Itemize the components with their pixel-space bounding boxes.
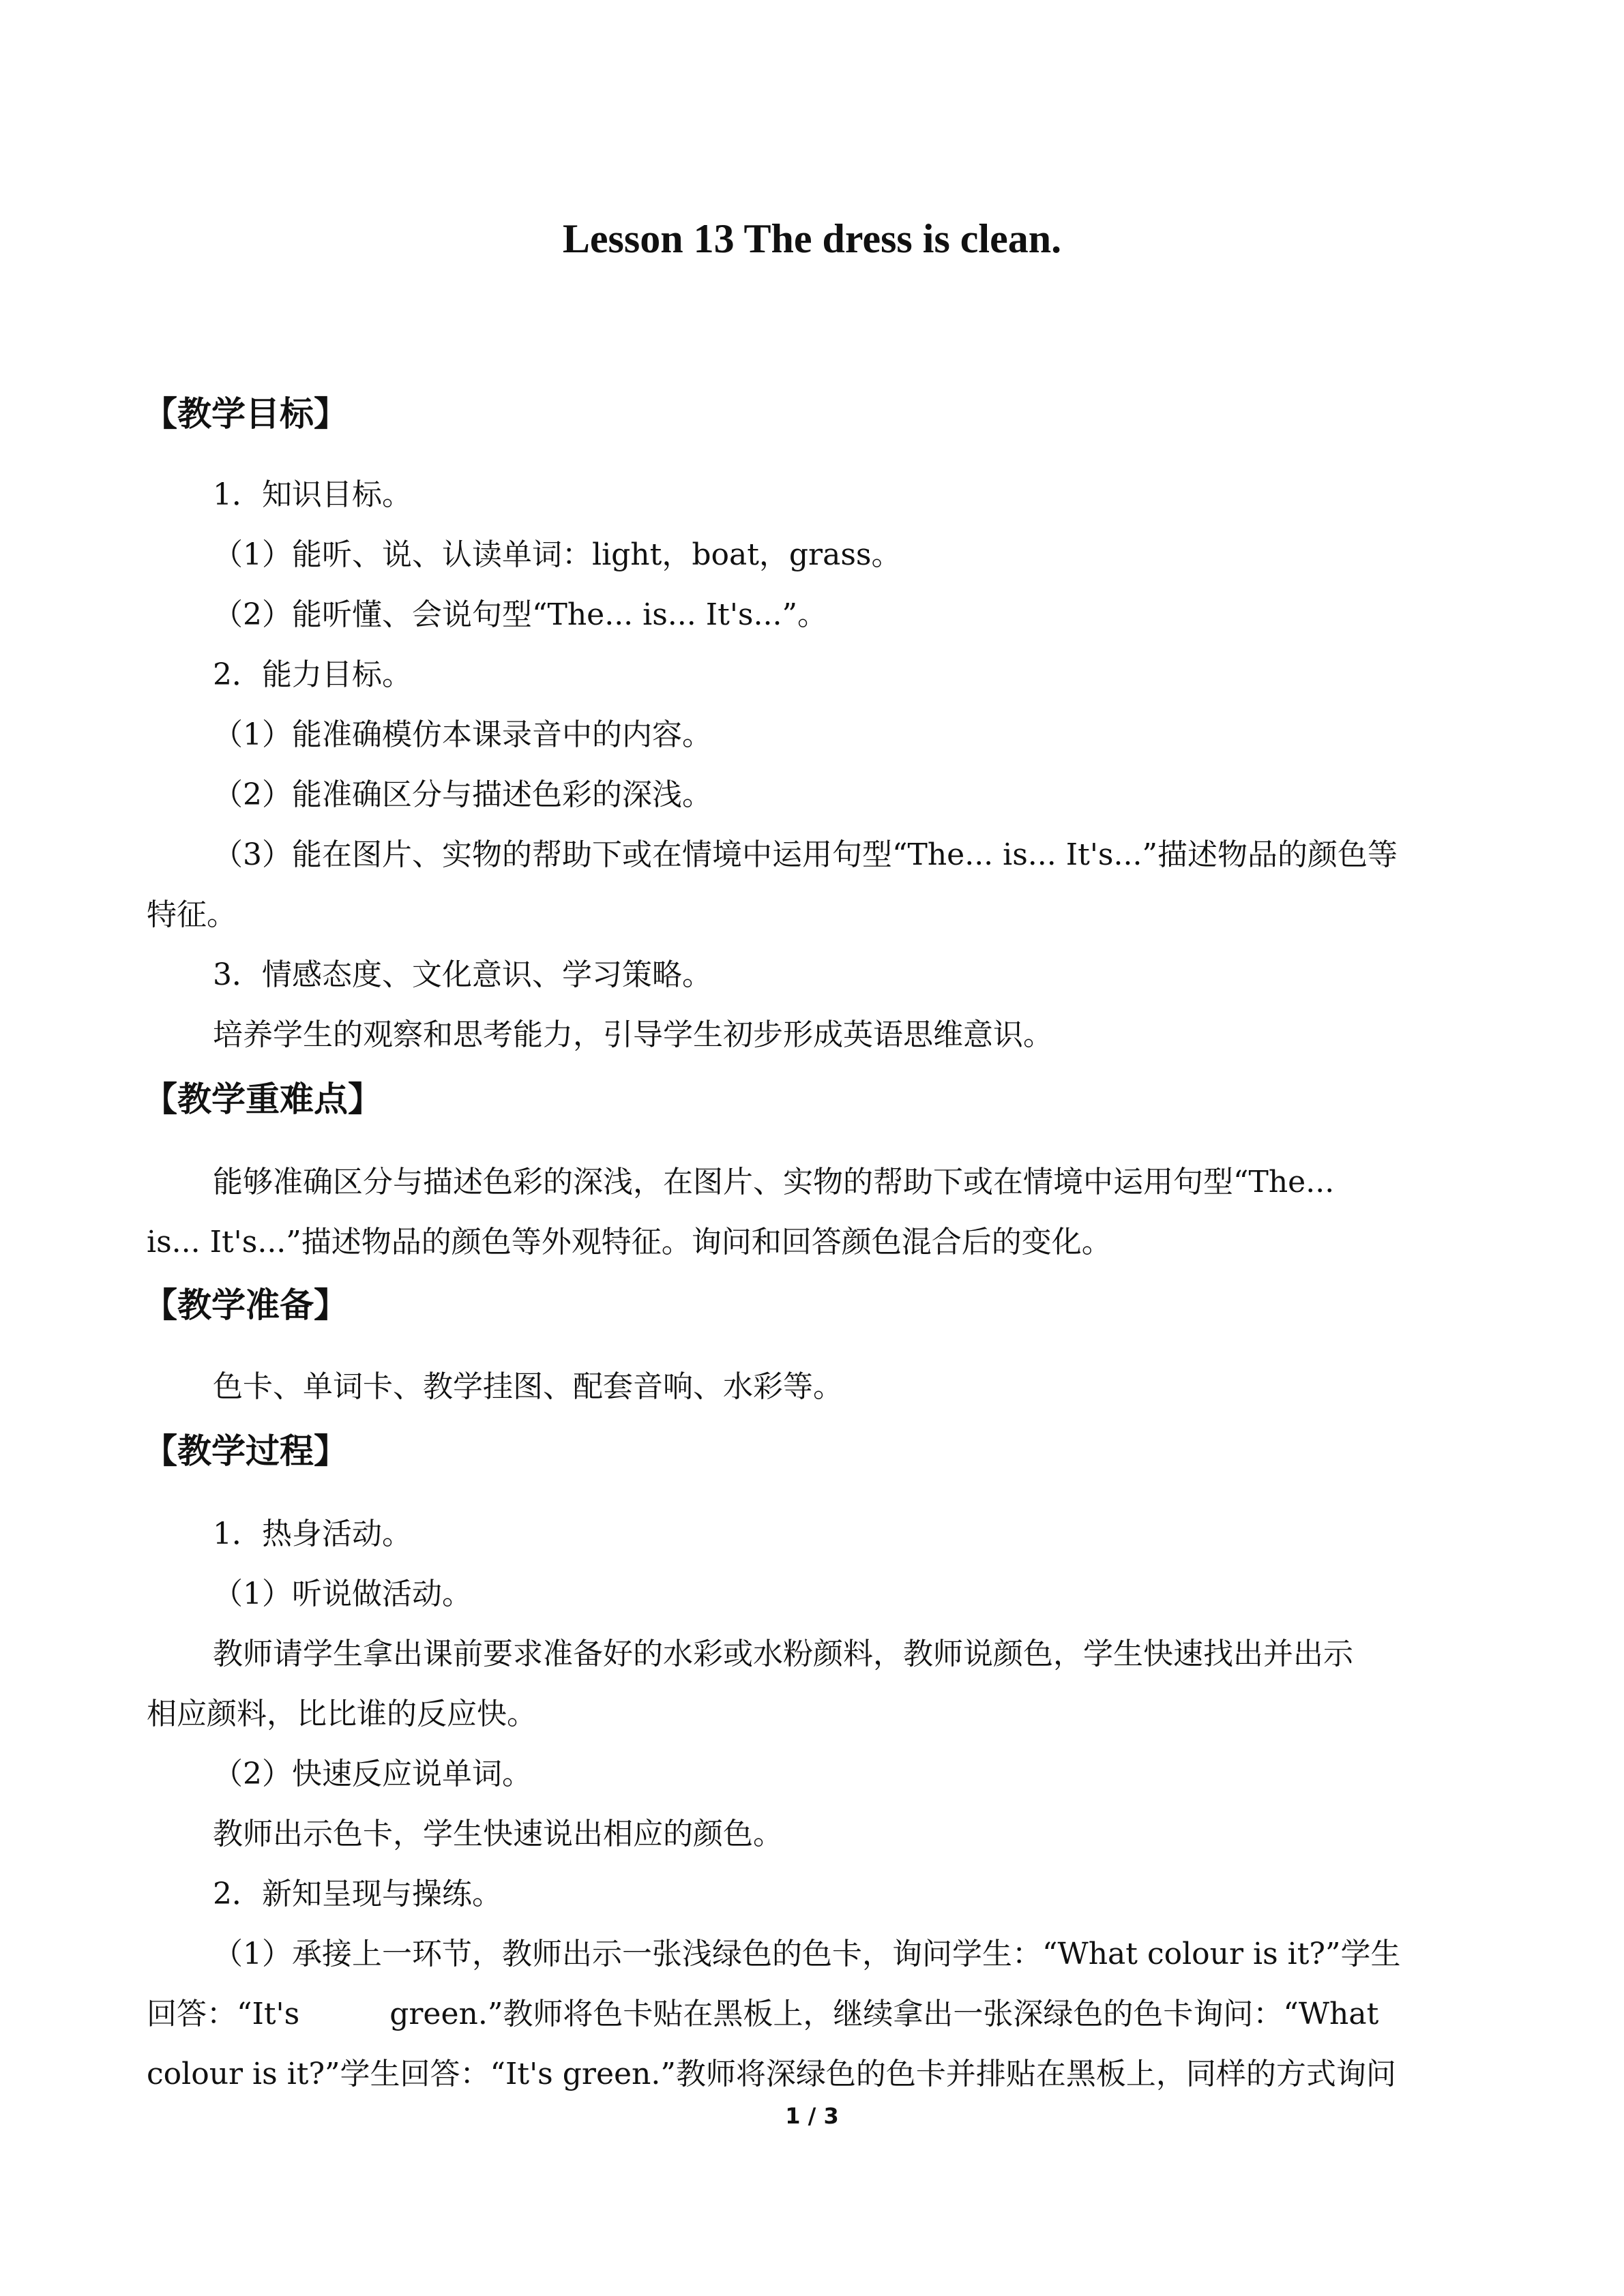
- section-heading-preparation: 【教学准备】: [143, 1285, 348, 1325]
- process-line: 2．新知呈现与操练。: [213, 1877, 502, 1911]
- section-heading-process: 【教学过程】: [143, 1431, 348, 1471]
- objectives-line: （1）能准确模仿本课录音中的内容。: [213, 717, 712, 752]
- process-line: 相应颜料，比比谁的反应快。: [147, 1697, 537, 1731]
- page-number: 1 / 3: [785, 2103, 839, 2129]
- process-line: 1．热身活动。: [213, 1517, 412, 1551]
- process-line: colour is it?”学生回答：“It's green.”教师将深绿色的色卡并排贴在黑板上，同样的方式询问: [147, 2057, 1396, 2091]
- objectives-line: （1）能听、说、认读单词：light，boat，grass。: [213, 537, 902, 572]
- process-line: （2）快速反应说单词。: [213, 1757, 532, 1791]
- process-line: 回答：“It's green.”教师将色卡贴在黑板上，继续拿出一张深绿色的色卡询问：“What: [147, 1997, 1379, 2031]
- objectives-line: 2．能力目标。: [213, 657, 412, 692]
- process-line: 教师出示色卡，学生快速说出相应的颜色。: [213, 1817, 783, 1851]
- objectives-line: 特征。: [147, 897, 237, 932]
- process-line: （1）承接上一环节，教师出示一张浅绿色的色卡，询问学生：“What colour is it?”学生: [213, 1937, 1401, 1971]
- key-points-line: 能够准确区分与描述色彩的深浅，在图片、实物的帮助下或在情境中运用句型“The...: [213, 1165, 1335, 1199]
- objectives-line: （2）能听懂、会说句型“The... is... It's...”。: [213, 597, 827, 632]
- objectives-line: （2）能准确区分与描述色彩的深浅。: [213, 777, 712, 812]
- process-line: （1）听说做活动。: [213, 1577, 472, 1611]
- objectives-line: 3．情感态度、文化意识、学习策略。: [213, 957, 712, 992]
- objectives-line: 1．知识目标。: [213, 477, 412, 512]
- document-title: Lesson 13 The dress is clean.: [562, 216, 1062, 261]
- preparation-line: 色卡、单词卡、教学挂图、配套音响、水彩等。: [213, 1369, 843, 1404]
- section-heading-key-points: 【教学重难点】: [143, 1079, 382, 1119]
- section-heading-objectives: 【教学目标】: [143, 394, 348, 434]
- objectives-line: 培养学生的观察和思考能力，引导学生初步形成英语思维意识。: [213, 1017, 1053, 1052]
- objectives-line: （3）能在图片、实物的帮助下或在情境中运用句型“The... is... It's...”描述物品的颜色等: [213, 837, 1398, 872]
- key-points-line: is... It's...”描述物品的颜色等外观特征。询问和回答颜色混合后的变化。: [147, 1225, 1112, 1259]
- process-line: 教师请学生拿出课前要求准备好的水彩或水粉颜料，教师说颜色，学生快速找出并出示: [213, 1637, 1353, 1671]
